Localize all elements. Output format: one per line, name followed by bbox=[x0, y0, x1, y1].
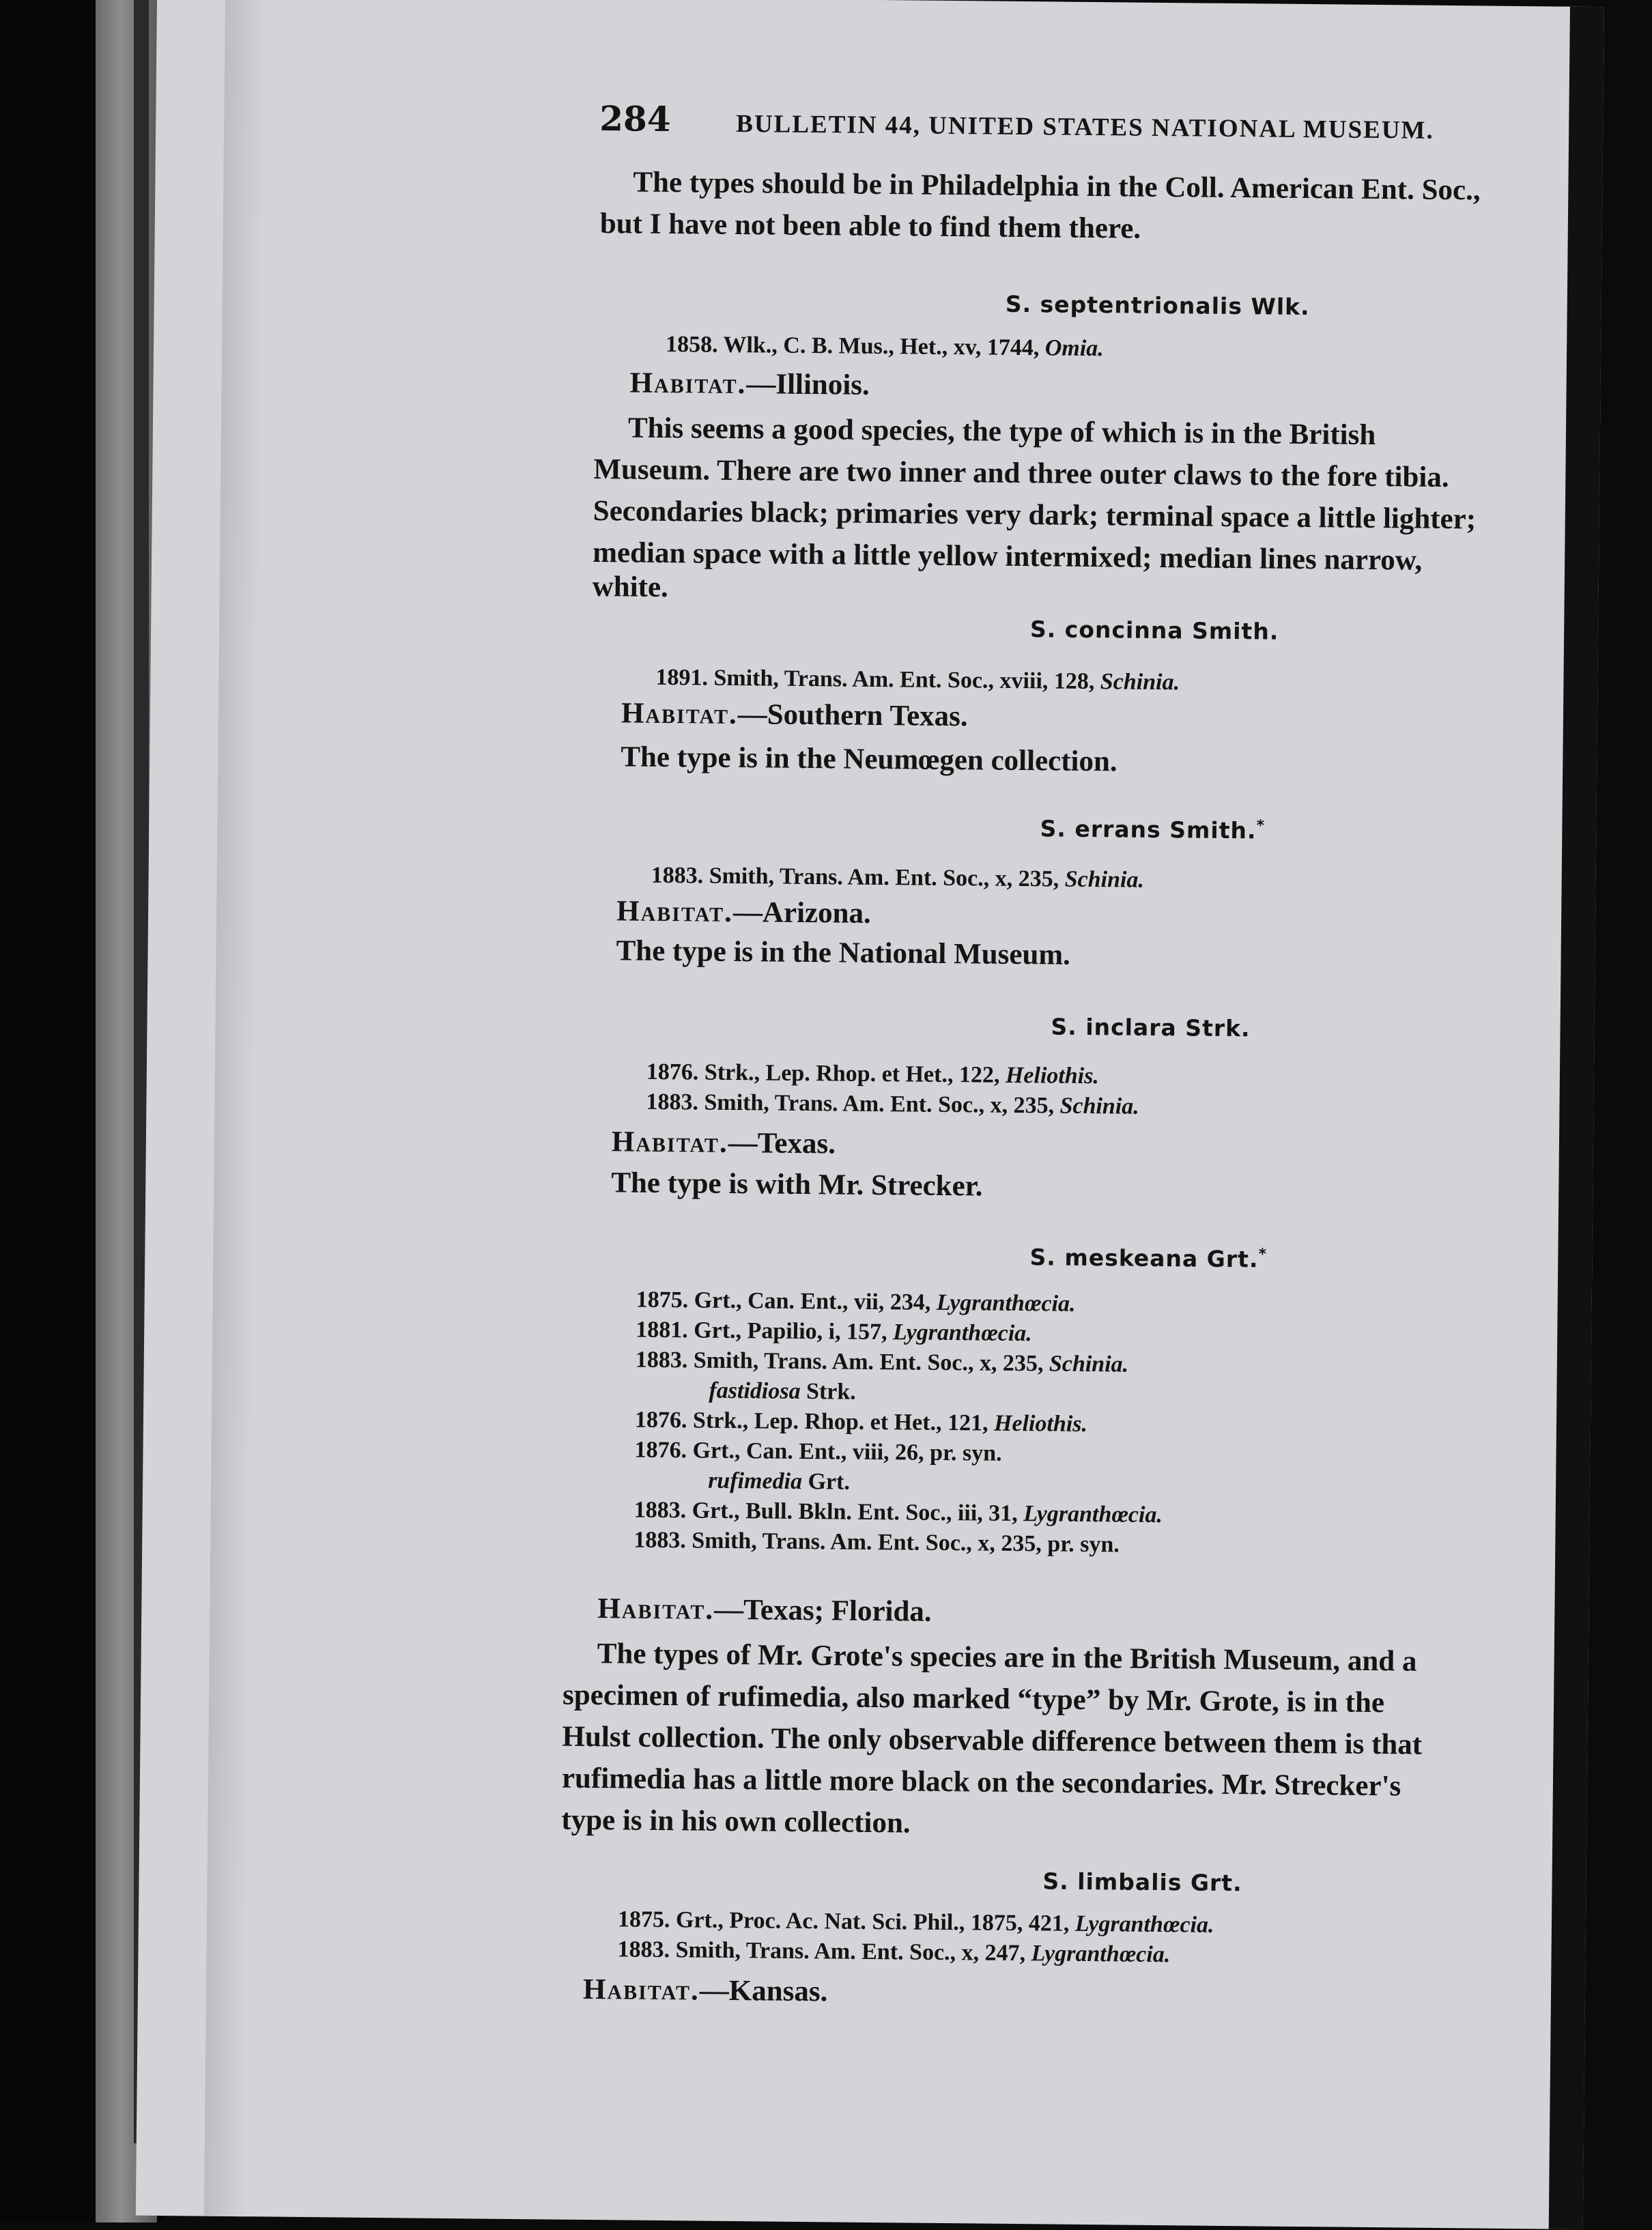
citation-year: 1875. bbox=[636, 1287, 689, 1313]
citation bbox=[636, 1345, 1165, 1380]
citation-year: 1883. bbox=[646, 1089, 699, 1115]
citation-genus: Schinia. bbox=[1100, 669, 1180, 696]
habitat-value: —Kansas. bbox=[699, 1974, 828, 2008]
citation-genus: Omia. bbox=[1044, 335, 1104, 362]
page-content bbox=[444, 0, 1652, 2008]
citation-text: Smith, Trans. Am. Ent. Soc., x, 247, bbox=[675, 1937, 1026, 1967]
citation-list bbox=[633, 1285, 1165, 1560]
citation-year: 1891. bbox=[655, 664, 709, 691]
citation bbox=[666, 330, 1104, 364]
citation-text: Grt., Bull. Bkln. Ent. Soc., iii, 31, bbox=[692, 1498, 1018, 1527]
running-title: BULLETIN 44, UNITED STATES NATIONAL MUSEUM. bbox=[736, 109, 1434, 145]
species-heading: S. septentrionalis Wlk. bbox=[1005, 290, 1310, 321]
page-number: 284 bbox=[599, 98, 671, 140]
citation-text: Strk., Lep. Rhop. et Het., 121, bbox=[692, 1407, 988, 1436]
citation-year: 1876. bbox=[634, 1407, 687, 1433]
habitat-value: —Texas; Florida. bbox=[713, 1593, 932, 1628]
text-line: but I have not been able to find them there. bbox=[599, 208, 1141, 245]
habitat-label: Habitat. bbox=[611, 1126, 728, 1159]
habitat-line bbox=[616, 894, 871, 930]
species-heading: S. inclara Strk. bbox=[1051, 1013, 1251, 1042]
citation bbox=[633, 1526, 1163, 1560]
citation-list bbox=[666, 330, 1104, 364]
footnote-marker: * bbox=[1258, 1246, 1268, 1263]
citation-genus: Heliothis. bbox=[1005, 1062, 1100, 1089]
citation-text: Smith, Trans. Am. Ent. Soc., x, 235, bbox=[704, 1089, 1055, 1119]
citation bbox=[636, 1315, 1165, 1350]
intro-paragraph bbox=[600, 161, 1652, 255]
species-heading: S. concinna Smith. bbox=[1029, 616, 1279, 645]
species-heading bbox=[868, 1242, 1428, 1274]
citation bbox=[636, 1285, 1165, 1320]
text-line: The types of Mr. Grote's species are in the British Museum, and a bbox=[597, 1638, 1417, 1678]
citation bbox=[635, 1405, 1164, 1440]
habitat-line bbox=[621, 696, 968, 733]
synonym-name: fastidiosa bbox=[709, 1377, 801, 1404]
synonym-line bbox=[634, 1466, 1163, 1500]
citation-text: Smith, Trans. Am. Ent. Soc., x, 235, bbox=[693, 1347, 1044, 1377]
citation-genus: Schinia. bbox=[1059, 1093, 1139, 1119]
citation-list bbox=[651, 861, 1144, 896]
citation bbox=[617, 1934, 1214, 1970]
habitat-line bbox=[629, 367, 870, 402]
book-page bbox=[136, 0, 1604, 2229]
citation-genus: Lygranthœcia. bbox=[1031, 1941, 1171, 1968]
citation-list bbox=[617, 1904, 1214, 1970]
text-line: type is in his own collection. bbox=[561, 1803, 911, 1840]
citation-year: 1876. bbox=[634, 1437, 687, 1463]
citation-list bbox=[655, 663, 1180, 698]
citation-genus: Lygranthœcia. bbox=[892, 1319, 1032, 1347]
citation bbox=[655, 663, 1180, 698]
habitat-label: Habitat. bbox=[616, 895, 734, 928]
text-line: white. bbox=[592, 570, 669, 604]
synonym-author: Strk. bbox=[806, 1379, 856, 1405]
text-line: rufimedia has a little more black on the secondaries. Mr. Strecker's bbox=[561, 1762, 1401, 1803]
citation-genus: Schinia. bbox=[1049, 1351, 1129, 1377]
citation-text: Smith, Trans. Am. Ent. Soc., x, 235, bbox=[709, 863, 1059, 892]
citation bbox=[634, 1496, 1163, 1530]
citation-year: 1883. bbox=[651, 862, 704, 889]
text-line: Museum. There are two inner and three outer claws to the fore tibia. bbox=[593, 453, 1449, 494]
citation-text: Grt., Proc. Ac. Nat. Sci. Phil., 1875, 421, bbox=[675, 1907, 1070, 1936]
citation bbox=[634, 1435, 1163, 1470]
habitat-label: Habitat. bbox=[629, 367, 747, 401]
citation-genus: Lygranthœcia. bbox=[1023, 1501, 1163, 1528]
citation-year: 1858. bbox=[665, 332, 718, 358]
type-location-note: The type is in the Neumœgen collection. bbox=[621, 741, 1117, 778]
text-line: specimen of rufimedia, also marked “type” by Mr. Grote, is in the bbox=[562, 1678, 1385, 1719]
habitat-label: Habitat. bbox=[621, 697, 738, 731]
text-line: Secondaries black; primaries very dark; terminal space a little lighter; bbox=[593, 494, 1477, 536]
running-header bbox=[443, 97, 1617, 145]
species-heading bbox=[872, 814, 1432, 846]
citation-text: Grt., Can. Ent., viii, 26, pr. syn. bbox=[692, 1438, 1002, 1466]
habitat-value: —Southern Texas. bbox=[737, 698, 968, 733]
citation bbox=[646, 1087, 1139, 1122]
habitat-line bbox=[583, 1973, 828, 2008]
habitat-line bbox=[597, 1592, 932, 1629]
citation-text: Grt., Can. Ent., vii, 234, bbox=[694, 1287, 931, 1315]
habitat-line bbox=[612, 1125, 836, 1160]
gutter-shade bbox=[204, 0, 266, 2216]
habitat-value: —Texas. bbox=[728, 1126, 836, 1160]
habitat-label: Habitat. bbox=[597, 1592, 715, 1626]
type-location-note: The type is with Mr. Strecker. bbox=[611, 1167, 983, 1203]
synonym-author: Grt. bbox=[808, 1469, 851, 1495]
remarks-paragraph bbox=[561, 1633, 1652, 1851]
habitat-label: Habitat. bbox=[582, 1973, 700, 2007]
citation-text: Strk., Lep. Rhop. et Het., 122, bbox=[704, 1059, 1000, 1088]
synonym-line bbox=[635, 1375, 1164, 1410]
text-line: median space with a little yellow intermixed; median lines narrow, bbox=[592, 536, 1423, 577]
citation-year: 1875. bbox=[617, 1906, 670, 1933]
citation-text: Wlk., C. B. Mus., Het., xv, 1744, bbox=[723, 332, 1040, 361]
citation-year: 1881. bbox=[636, 1317, 688, 1343]
citation-text: Grt., Papilio, i, 157, bbox=[694, 1317, 887, 1345]
text-line: The types should be in Philadelphia in the Coll. American Ent. Soc., bbox=[633, 166, 1481, 207]
page-right-edge bbox=[1549, 7, 1604, 2229]
species-name: S. errans Smith. bbox=[1040, 815, 1257, 844]
habitat-value: —Illinois. bbox=[746, 368, 870, 401]
citation-text: Smith, Trans. Am. Ent. Soc., xviii, 128, bbox=[713, 665, 1095, 695]
citation-genus: Schinia. bbox=[1064, 866, 1145, 893]
citation-year: 1883. bbox=[633, 1497, 687, 1524]
citation bbox=[651, 861, 1144, 896]
citation bbox=[646, 1057, 1140, 1092]
habitat-value: —Arizona. bbox=[732, 896, 872, 930]
citation-year: 1876. bbox=[646, 1059, 699, 1085]
species-heading: S. limbalis Grt. bbox=[1042, 1868, 1242, 1897]
citation-year: 1883. bbox=[633, 1527, 687, 1554]
citation-year: 1883. bbox=[617, 1936, 670, 1963]
remarks-paragraph bbox=[593, 407, 1652, 611]
synonym-name: rufimedia bbox=[707, 1468, 803, 1494]
text-line: This seems a good species, the type of which is in the British bbox=[627, 412, 1376, 451]
citation-text: Smith, Trans. Am. Ent. Soc., x, 235, pr. syn. bbox=[692, 1528, 1120, 1558]
citation-year: 1883. bbox=[635, 1347, 688, 1373]
citation-genus: Lygranthœcia. bbox=[936, 1289, 1076, 1317]
citation-genus: Heliothis. bbox=[993, 1410, 1088, 1438]
footnote-marker: * bbox=[1256, 817, 1266, 835]
species-name: S. meskeana Grt. bbox=[1029, 1244, 1259, 1273]
citation-genus: Lygranthœcia. bbox=[1074, 1911, 1214, 1938]
citation-list bbox=[646, 1057, 1139, 1122]
text-line: Hulst collection. The only observable difference between them is that bbox=[562, 1720, 1423, 1761]
type-location-note: The type is in the National Museum. bbox=[616, 934, 1071, 971]
